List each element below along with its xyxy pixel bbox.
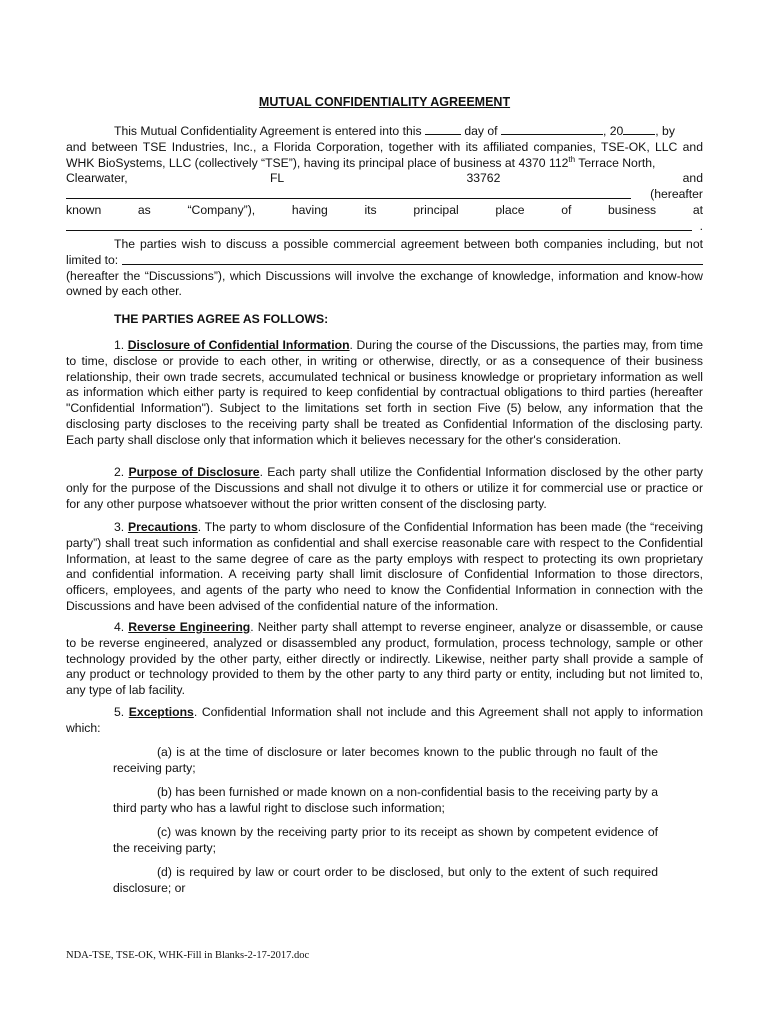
- section-5-heading: Exceptions: [128, 705, 194, 719]
- intro-text-1b: day of: [464, 124, 498, 138]
- purpose-paragraph: [66, 237, 703, 300]
- word-hereafter: (hereafter: [650, 187, 703, 202]
- exception-d-text: is required by law or court order to be disclosed, but only to the extent of such required disclosure; or: [113, 865, 658, 895]
- blank-discussion-topic[interactable]: [122, 253, 703, 265]
- blank-year[interactable]: [623, 123, 655, 135]
- intro-text-3a: WHK BioSystems, LLC (collectively “TSE”), having its principal place of business at 4370 112: [66, 155, 569, 170]
- word-company: “Company”),: [187, 202, 256, 217]
- blank-company-name[interactable]: [66, 187, 631, 199]
- word-fl: FL: [269, 171, 285, 186]
- exception-c-text: was known by the receiving party prior to its receipt as shown by competent evidence of the receiving party;: [113, 825, 658, 855]
- section-3-text: The party to whom disclosure of the Confidential Information has been made (the “receiving party”) shall treat such information as confidential and shall exercise reasonable care with respect to the Confidential Information, at least to the same degree of care as the party employs with respect to protecting its own proprietary and confidential information. A receiving party shall limit disclosure of Confidential Information to those directors, officers, employees, and agents of the party who need to know the Confidential Information in connection with the Discussions and have been advised of the confidential nature of the information.: [66, 520, 703, 613]
- word-at: at: [692, 202, 703, 217]
- word-place: place: [495, 202, 525, 217]
- intro-period: .: [699, 218, 703, 233]
- blank-month[interactable]: [501, 123, 603, 135]
- exception-a-label: (a): [157, 745, 172, 759]
- section-4-num: 4.: [114, 620, 125, 634]
- intro-text-1d: , by: [655, 124, 675, 138]
- word-business: business: [608, 202, 657, 217]
- word-principal: principal: [413, 202, 459, 217]
- section-3-heading: Precautions: [127, 520, 198, 534]
- section-2-text: Each party shall utilize the Confidential Information disclosed by the other party only for the purpose of the Discussions and shall not divulge it to others or utilize it for commercial use or practice or for any other purpose whatsoever without the prior written consent of the disclosing party.: [66, 465, 703, 511]
- intro-line-5: [66, 187, 703, 203]
- exception-b-label: (b): [157, 785, 172, 799]
- section-1-text: During the course of the Discussions, the parties may, from time to time, disclose or provide to each other, in writing or otherwise, directly, or as a consequence of their business relationship, their own trade secrets, accumulated technical or business knowledge or proprietary information as well as information which either party is required to keep confidential by contractual obligations to third parties (hereafter "Confidential Information"). Subject to the limitations set forth in section Five (5) below, any information that the disclosing party discloses to the receiving party shall be treated as Confidential Information of the disclosing party. Each party shall disclose only that information which it believes necessary for the other's consideration.: [66, 338, 704, 447]
- exception-d-label: (d): [157, 865, 172, 879]
- section-2-heading: Purpose of Disclosure: [128, 465, 260, 479]
- word-as: as: [137, 202, 151, 217]
- section-3: 3. Precautions. The party to whom disclosure of the Confidential Information has been made (the “receiving party”) shall treat such information as confidential and shall exercise reasonable care with respect to the Confidential Information, at least to the same degree of care as the party employs with respect to protecting its own proprietary and confidential information. A receiving party shall limit disclosure of Confidential Information to those directors, officers, employees, and agents of the party who need to know the Confidential Information in connection with the Discussions and have been advised of the confidential nature of the information.: [66, 520, 703, 613]
- intro-sup-th: th: [568, 154, 576, 164]
- intro-paragraph: [66, 123, 703, 235]
- section-4-heading: Reverse Engineering: [128, 620, 251, 634]
- intro-text-3b: Terrace North,: [575, 155, 656, 170]
- exception-b: [113, 785, 658, 817]
- exception-a: [113, 745, 658, 777]
- intro-line-6: [66, 203, 703, 219]
- exception-c-label: (c): [157, 825, 172, 839]
- exception-c: [113, 825, 658, 857]
- intro-line-7: [66, 219, 703, 235]
- section-5-text: Confidential Information shall not include and this Agreement shall not apply to information which:: [66, 705, 704, 735]
- section-2-num: 2.: [114, 465, 125, 479]
- document-footer: NDA-TSE, TSE-OK, WHK-Fill in Blanks-2-17-2017.doc: [66, 950, 310, 961]
- word-its: its: [364, 202, 377, 217]
- section-1-heading: Disclosure of Confidential Information: [127, 338, 350, 352]
- section-3-num: 3.: [114, 520, 125, 534]
- intro-line-1: [66, 123, 703, 140]
- purpose-line-2: [66, 253, 703, 269]
- section-1: 1. Disclosure of Confidential Information. During the course of the Discussions, the parties may, from time to time, disclose or provide to each other, in writing or otherwise, directly, or as a consequence of their business relationship, their own trade secrets, accumulated technical or business knowledge or proprietary information as well as information which either party is required to keep confidential by contractual obligations to third parties (hereafter "Confidential Information"). Subject to the limitations set forth in section Five (5) below, any information that the disclosing party discloses to the receiving party shall be treated as Confidential Information of the disclosing party. Each party shall disclose only that information which it believes necessary for the other's consideration.: [66, 338, 704, 447]
- intro-line-2: and between TSE Industries, Inc., a Florida Corporation, together with its affiliated companies, TSE-OK, LLC and: [66, 139, 703, 154]
- blank-company-address[interactable]: [66, 219, 692, 231]
- section-5: 5. Exceptions. Confidential Information shall not include and this Agreement shall not apply to information which:: [66, 705, 704, 735]
- agree-heading: THE PARTIES AGREE AS FOLLOWS:: [114, 312, 329, 326]
- word-zip: 33762: [466, 171, 501, 186]
- intro-line-3: [66, 156, 703, 172]
- purpose-line-3: (hereafter the “Discussions”), which Discussions will involve the exchange of knowledge, information and know-how owned by each other.: [66, 268, 703, 299]
- intro-line-4: [66, 171, 703, 187]
- section-2: 2. Purpose of Disclosure. Each party shall utilize the Confidential Information disclosed by the other party only for the purpose of the Discussions and shall not divulge it to others or utilize it for commercial use or practice or for any other purpose whatsoever without the prior written consent of the disclosing party.: [66, 465, 703, 511]
- word-of: of: [561, 202, 572, 217]
- section-4: 4. Reverse Engineering. Neither party shall attempt to reverse engineer, analyze or disassemble, or cause to be reverse engineered, analyzed or disassembled any product, formulation, process technology, sample or other technology provided by the other party, either directly or indirectly. Likewise, neither party shall provide a sample of any product or technology provided to them by the other party to any third party or entity, including but not limited to, any type of lab facility.: [66, 620, 704, 698]
- section-4-text: Neither party shall attempt to reverse engineer, analyze or disassemble, or cause to be reverse engineered, analyzed or disassembled any product, formulation, process technology, sample or other technology provided by the other party, either directly or indirectly. Likewise, neither party shall provide a sample of any product or technology provided to them by the other party to any third party or entity, including but not limited to, any type of lab facility.: [66, 620, 704, 698]
- word-clearwater: Clearwater,: [66, 171, 128, 186]
- word-and: and: [682, 171, 703, 186]
- blank-day[interactable]: [425, 123, 461, 135]
- exception-d: [113, 865, 658, 897]
- intro-text-1a: This Mutual Confidentiality Agreement is entered into this: [114, 124, 422, 138]
- section-1-num: 1.: [114, 338, 125, 352]
- exception-b-text: has been furnished or made known on a non-confidential basis to the receiving party by a third party who has a lawful right to disclose such information;: [113, 785, 658, 815]
- word-known: known: [66, 202, 102, 217]
- intro-text-1c: , 20: [602, 124, 624, 138]
- limited-to-label: limited to:: [66, 252, 119, 267]
- document-title: MUTUAL CONFIDENTIALITY AGREEMENT: [258, 95, 511, 109]
- word-having: having: [291, 202, 328, 217]
- purpose-line-1: The parties wish to discuss a possible commercial agreement between both companies including, but not: [114, 237, 703, 251]
- section-5-num: 5.: [114, 705, 125, 719]
- exception-a-text: is at the time of disclosure or later becomes known to the public through no fault of the receiving party;: [113, 745, 658, 775]
